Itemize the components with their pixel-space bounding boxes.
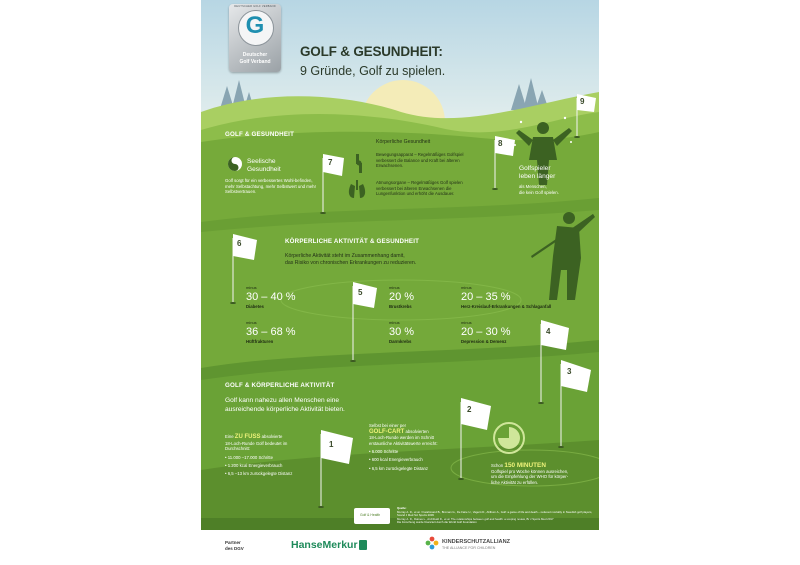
cart-line1: Selbst bei einer per: [369, 423, 407, 428]
longer-text-1: als Menschen,: [519, 184, 547, 189]
stat-value: 30 %: [389, 326, 415, 338]
infographic-poster: [201, 0, 599, 565]
stat-value: 30 – 40 %: [246, 291, 296, 303]
flag-number: 5: [358, 288, 363, 297]
stat-minus: minus: [389, 285, 400, 290]
longer-title-2: leben länger: [519, 173, 556, 180]
stat-label: Darmkrebs: [389, 339, 412, 344]
page-subtitle: 9 Gründe, Golf zu spielen.: [300, 64, 446, 78]
sources-line: Murray A. D., Daines L., Archibald D., et al. The relationships between golf and health: a scoping review, Br J Sports Med 2017: [397, 516, 554, 521]
partner-label-1: Partner: [225, 540, 241, 545]
flag-number: 7: [328, 158, 333, 167]
sources-label: Quelle:: [397, 506, 407, 510]
logo-arc-text: DEUTSCHER GOLF VERBAND: [234, 5, 276, 8]
fuss-item: • 11.000 –17.000 Schritte: [225, 454, 274, 460]
flag-number: 8: [498, 139, 503, 148]
koerper-title: Körperliche Gesundheit: [376, 139, 431, 145]
logo-name-line2: Golf Verband: [239, 59, 271, 65]
stat-label: Brustkrebs: [389, 304, 412, 309]
longer-title-1: Golfspieler: [519, 165, 551, 172]
cart-highlight: GOLF-CART: [369, 428, 405, 435]
koerper-text-2: Atmungsorgane – Regelmäßiges Golf spielen verbessert bei älteren Erwachsenen die Lungenfunktion und erhöht die Ausdauer.: [376, 180, 463, 197]
golf-health-badge: [354, 508, 390, 524]
minuten-block: [491, 463, 599, 485]
stat-minus: minus: [246, 285, 257, 290]
minuten-line2: Golfspiel pro Woche können ausreichen,: [491, 468, 569, 474]
stat-minus: minus: [461, 320, 472, 325]
flag-number: 4: [546, 327, 551, 336]
stat-label: Diabetes: [246, 304, 264, 309]
fuss-highlight: ZU FUSS: [234, 434, 261, 440]
fuss-line3: Durchschnitt:: [225, 446, 251, 452]
minuten-highlight: 150 MINUTEN: [504, 462, 546, 469]
fuss-line2: 18-Loch-Runde Golf bedeutet im: [225, 440, 288, 446]
section1-heading: GOLF & GESUNDHEIT: [225, 131, 295, 138]
logo-name-line1: Deutscher: [242, 52, 268, 58]
stat-value: 36 – 68 %: [246, 326, 296, 338]
kinderschutz-tagline: THE ALLIANCE FOR CHILDREN: [442, 546, 496, 550]
section3-heading: GOLF & KÖRPERLICHE AKTIVITÄT: [225, 382, 335, 389]
fuss-block: [225, 434, 325, 477]
fuss-item: • 6,5 –13 km zurückgelegte Distanz: [225, 470, 293, 476]
cart-post: absolvierten: [404, 428, 429, 434]
longer-text-2: die kein Golf spielen.: [519, 190, 559, 195]
flag-number: 9: [580, 97, 585, 106]
flag-number: 2: [467, 405, 472, 414]
logo-letter: G: [245, 12, 265, 39]
koerper-text-1: Bewegungsapparat – Regelmäßiges Golfspiel verbessert die Balance und Kraft bei älteren Erwachsenen.: [376, 152, 464, 169]
flag-number: 1: [329, 440, 334, 449]
seelisch-text: Golf sorgt für ein verbessertes Wohl-befinden, mehr Selbstachtung, mehr Selbstwert und mehr Selbstvertrauen.: [225, 178, 316, 195]
partner-label-2: des DGV: [225, 546, 244, 551]
cart-item: • 6,5 km zurückgelegte Distanz: [369, 465, 429, 471]
sources-block: [397, 507, 595, 525]
kinderschutz-flower-icon: [425, 536, 439, 550]
minuten-line4: liche Aktivität zu erfüllen.: [491, 479, 539, 485]
flag-number: 6: [237, 239, 242, 248]
cart-block: [369, 423, 469, 471]
stat-label: Depression & Demenz: [461, 339, 507, 344]
cart-list: [369, 449, 469, 471]
seelisch-title-1: Seelische: [247, 158, 276, 165]
golf-health-badge-text: Golf & Health: [360, 513, 381, 517]
hansemerkur-logo: HanseMerkur: [291, 539, 358, 551]
page-title: GOLF & GESUNDHEIT:: [300, 44, 443, 59]
section2-intro-1: Körperliche Aktivität steht im Zusammenhang damit,: [285, 253, 405, 259]
flag-number: 3: [567, 367, 572, 376]
sources-line: Murray A. D., et al. / Farahmand B., Broman G., De Faire U., Vagerö D., Ahlbom A., Golf: a game of life and death – reduced mortality in Swedish golf players, Scand J Med Sci Sports 2009: [397, 509, 593, 518]
section3-intro-1: Golf kann nahezu allen Menschen eine: [225, 397, 340, 404]
fuss-pre: Eine: [225, 434, 235, 439]
kinderschutz-name: KINDERSCHUTZALLIANZ: [442, 539, 511, 545]
stat-minus: minus: [461, 285, 472, 290]
seelisch-title-2: Gesundheit: [247, 166, 281, 173]
cart-line4: erstaunliche Aktivitätswerte erreicht:: [369, 440, 438, 446]
stat-minus: minus: [389, 320, 400, 325]
stat-label: Hüftfrakturen: [246, 339, 274, 344]
stat-value: 20 – 30 %: [461, 326, 511, 338]
cart-item: • 6.000 Schritte: [369, 449, 399, 455]
fuss-post: absolvierte: [260, 434, 283, 439]
minuten-pre: Schon: [491, 463, 505, 468]
minuten-line3: um die Empfehlung der WHO für körper-: [491, 474, 569, 480]
section2-heading: KÖRPERLICHE AKTIVITÄT & GESUNDHEIT: [285, 238, 420, 245]
dgv-logo: [229, 4, 281, 72]
stat-value: 20 %: [389, 291, 415, 303]
section3-intro-2: ausreichende körperliche Aktivität bieten.: [225, 406, 345, 413]
stat-value: 20 – 35 %: [461, 291, 511, 303]
sources-line: Die Forschung wurde finanziert durch die World Golf Foundation: [397, 520, 477, 525]
cart-line3: 18-Loch-Runde werden im Schnitt: [369, 435, 434, 441]
stat-minus: minus: [246, 320, 257, 325]
cart-item: • 600 kcal Energieverbrauch: [369, 457, 423, 463]
clock-icon: [494, 423, 524, 453]
yin-yang-icon: [228, 157, 242, 171]
stat-label: Herz-Kreislauf-Erkrankungen & Schlaganfall: [461, 304, 552, 309]
fuss-list: [225, 455, 325, 477]
section2-intro-2: das Risiko von chronischen Erkrankungen zu reduzieren.: [285, 260, 417, 266]
fuss-item: • 1.200 kcal Energieverbrauch: [225, 462, 283, 468]
hansemerkur-mark-icon: [359, 540, 367, 550]
